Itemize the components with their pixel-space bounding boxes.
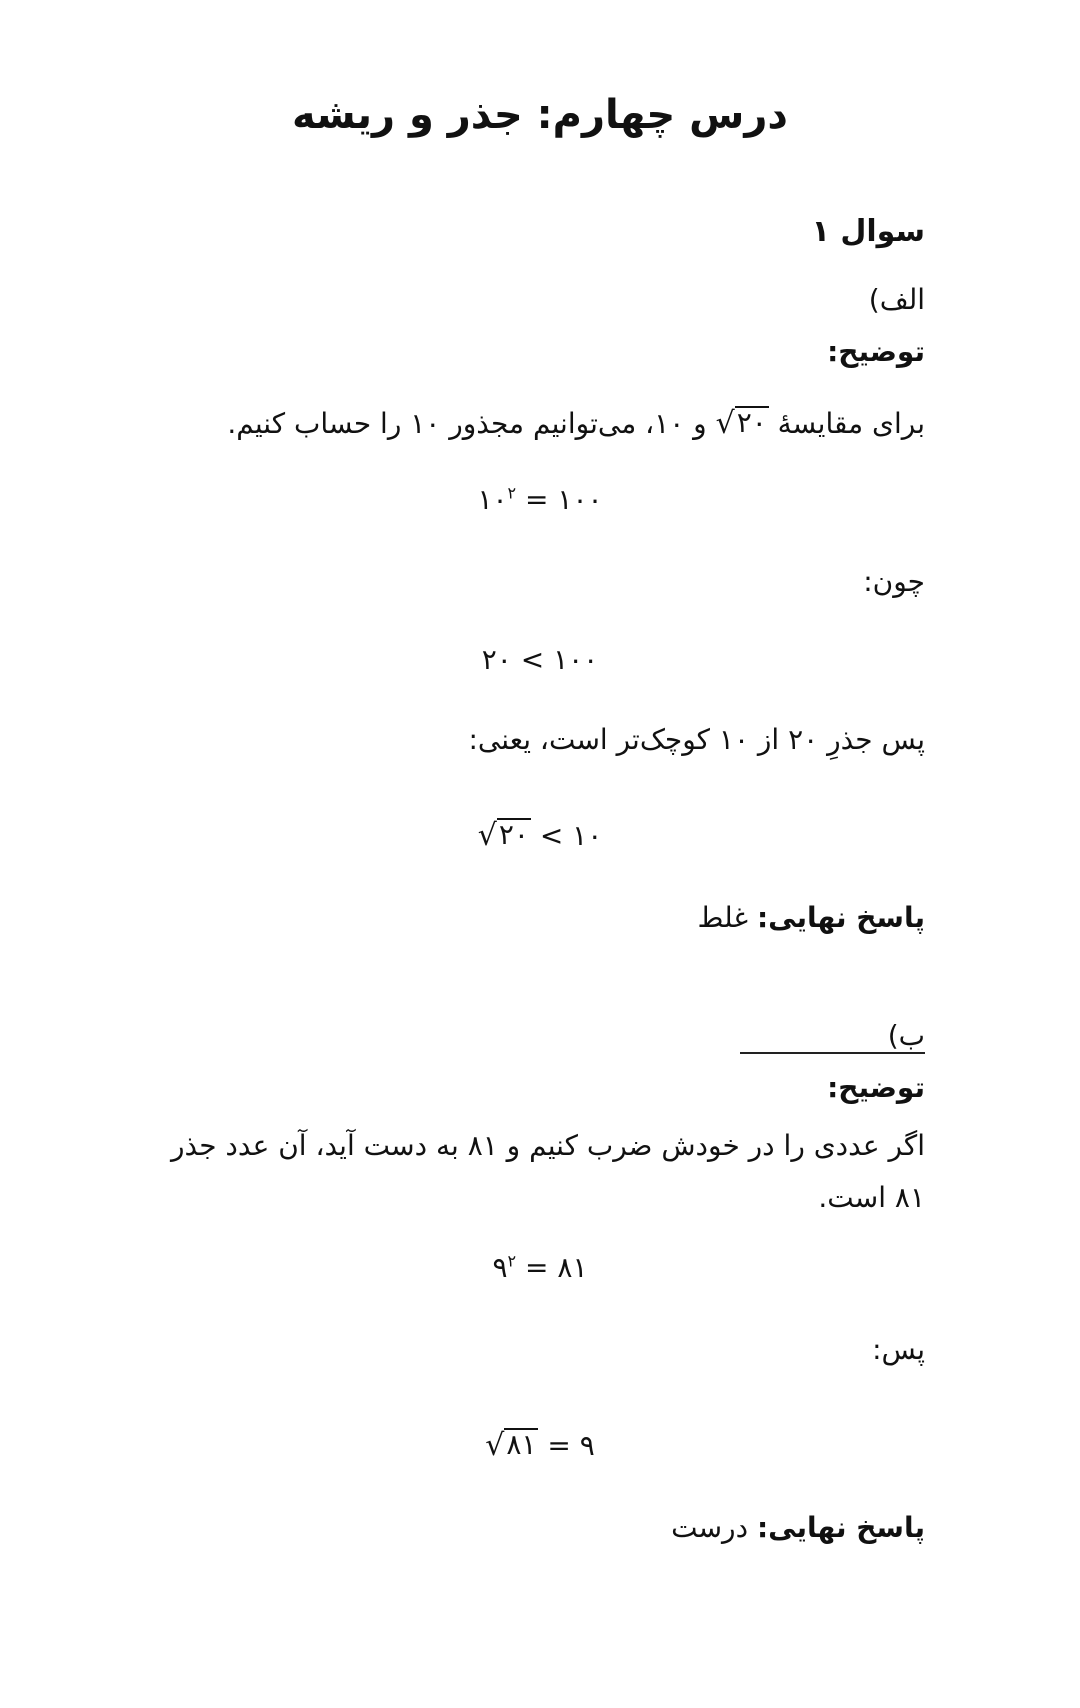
equation-base: ۹ [492,1251,508,1284]
part-a-intro-before: برای مقایسهٔ [777,407,925,440]
page-title: درس چهارم: جذر و ریشه [292,92,788,138]
part-b-explanation-text [165,1120,925,1224]
part-b-label: ب) [887,1019,925,1052]
part-b-text-line-2: ۸۱ است. [818,1181,925,1214]
part-a-equation-2: ۲۰ < ۱۰۰ [481,643,599,676]
sqrt-radicand: ۲۰ [498,818,529,852]
sqrt-icon: √ [715,406,735,441]
sqrt-icon: √ [485,1428,505,1463]
equation-base: ۱۰ [477,483,508,516]
final-answer-value: غلط [697,901,749,934]
part-b-equation-1 [0,1248,1080,1288]
equation-rest: = ۱۰۰ [516,483,603,516]
equation-rest: < ۱۰ [530,819,603,852]
part-a-because-label: چون: [863,565,925,598]
sqrt-expression [716,406,769,439]
part-a-label: الف) [868,283,925,316]
part-a-equation-3 [0,816,1080,856]
part-b-final-answer [165,1508,925,1548]
equation-rest: = ۹ [538,1429,595,1462]
final-answer-label: پاسخ نهایی: [756,1511,925,1544]
question-heading: سوال ۱ [811,214,925,249]
equation-exponent: ۲ [507,1251,517,1271]
final-answer-label: پاسخ نهایی: [756,901,925,934]
sqrt-radicand: ۸۱ [506,1428,537,1462]
part-b-equation-2 [0,1426,1080,1466]
part-a-final-answer [165,898,925,938]
final-answer-value: درست [671,1511,749,1544]
sqrt-icon: √ [477,818,497,853]
part-a-equation-1 [0,480,1080,520]
equation-rest: = ۸۱ [516,1251,588,1284]
equation-exponent: ۲ [507,483,517,503]
part-a-intro-line [165,404,925,444]
sqrt-expression [485,1428,538,1461]
part-a-explanation-label: توضیح: [827,335,925,368]
part-a-conclusion: پس جذرِ ۲۰ از ۱۰ کوچک‌تر است، یعنی: [468,723,925,756]
sqrt-radicand: ۲۰ [736,406,767,440]
part-a-intro-after: و ۱۰، می‌توانیم مجذور ۱۰ را حساب کنیم. [227,407,707,440]
part-b-text-line-1: اگر عددی را در خودش ضرب کنیم و ۸۱ به دست آید، آن عدد جذر [171,1129,925,1162]
part-b-explanation-label: توضیح: [827,1071,925,1104]
part-b-then-label: پس: [872,1333,925,1366]
sqrt-expression [478,818,531,851]
